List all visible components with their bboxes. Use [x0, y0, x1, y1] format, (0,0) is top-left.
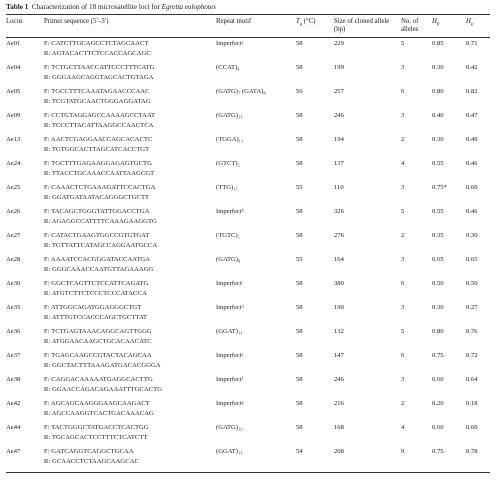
motif-cell: Imperfectᵉ	[216, 352, 244, 359]
header-locus: Locus	[6, 18, 23, 25]
he-cell: 0.27	[466, 304, 478, 311]
he-cell: 0.76	[466, 328, 478, 335]
locus-cell: Ae01	[6, 40, 21, 47]
size-cell: 380	[334, 280, 344, 287]
locus-cell: Ae09	[6, 112, 21, 119]
forward-primer-cell: F: GATCAGGTCAGGCTGCAA	[44, 448, 134, 455]
header-ho: $H_0$	[432, 18, 440, 28]
locus-cell: Ae26	[6, 208, 21, 215]
locus-cell: Ae36	[6, 328, 21, 335]
he-cell: 0.18	[466, 400, 478, 407]
forward-primer-cell: F: CAGGACAAAAATGAGGCACTTG	[44, 376, 153, 383]
ho-cell: 0.30	[432, 136, 444, 143]
he-cell: 0.42	[466, 64, 478, 71]
size-cell: 110	[334, 184, 344, 191]
locus-cell: Ae13	[6, 136, 21, 143]
forward-primer-cell: F: CCTGTAGGAGCCAAAAGCCTAAT	[44, 112, 156, 119]
locus-cell: Ae47	[6, 448, 21, 455]
alleles-cell: 3	[401, 256, 405, 263]
locus-cell: Ae27	[6, 232, 21, 239]
ta-cell: 56	[296, 88, 303, 95]
reverse-primer-cell: R: TCGTATGCAACTGGGAGGATAG	[44, 98, 151, 105]
size-cell: 229	[334, 40, 344, 47]
ho-cell: 0.35	[432, 232, 444, 239]
reverse-primer-cell: R: GCAACCTCTAAGCAAGCAC	[44, 458, 139, 465]
ho-cell: 0.65	[432, 256, 444, 263]
caption-species: Egretta eulophotes	[161, 3, 216, 11]
header-ta: $T_a$ (°C)	[296, 18, 316, 28]
motif-cell: (GATG)₈	[216, 256, 241, 263]
ho-cell: 0.20	[432, 400, 444, 407]
size-cell: 168	[334, 424, 344, 431]
motif-cell: Imperfectᵈ	[216, 304, 244, 311]
ta-cell: 58	[296, 400, 303, 407]
he-cell: 0.72	[466, 352, 478, 359]
motif-cell: (GATG)₁₃	[216, 112, 243, 119]
ho-cell: 0.50	[432, 280, 444, 287]
he-cell: 0.49	[466, 136, 478, 143]
ho-cell: 0.75	[432, 352, 444, 359]
ta-cell: 54	[296, 448, 303, 455]
size-cell: 164	[334, 256, 344, 263]
size-cell: 246	[334, 112, 344, 119]
size-cell: 246	[334, 376, 344, 383]
alleles-cell: 3	[401, 112, 405, 119]
he-cell: 0.47	[466, 112, 478, 119]
forward-primer-cell: F: TGAGCAAGCCGTACTACAGCAA	[44, 352, 152, 359]
alleles-cell: 6	[401, 280, 405, 287]
ho-cell: 0.60	[432, 376, 444, 383]
reverse-primer-cell: R: TGCAGCACTCCTTTCTCATCTT	[44, 434, 148, 441]
he-cell: 0.30	[466, 232, 478, 239]
size-cell: 137	[334, 160, 344, 167]
forward-primer-cell: F: CATACTGAAGTGGCCGTGTGAT	[44, 232, 150, 239]
reverse-primer-cell: R: TTACCTGCAAACCAATTAAGCGT	[44, 170, 155, 177]
size-cell: 132	[334, 328, 344, 335]
forward-primer-cell: F: TCTGCTTAACCATTCCCTTTCATG	[44, 64, 155, 71]
ho-cell: 0.40	[432, 112, 444, 119]
size-cell: 199	[334, 64, 344, 71]
ta-cell: 58	[296, 160, 303, 167]
alleles-cell: 2	[401, 400, 405, 407]
ho-cell: 0.85	[432, 40, 444, 47]
ta-cell: 58	[296, 112, 303, 119]
he-cell: 0.60	[466, 184, 478, 191]
motif-cell: Imperfectᵃ	[216, 40, 244, 47]
locus-cell: Ae28	[6, 256, 21, 263]
locus-cell: Ae04	[6, 64, 21, 71]
header-motif: Repeat motif	[216, 18, 252, 25]
alleles-cell: 3	[401, 64, 405, 71]
locus-cell: Ae35	[6, 304, 21, 311]
forward-primer-cell: F: AACTCGAGGAACCAGCACACTC	[44, 136, 153, 143]
ho-cell: 0.30	[432, 304, 444, 311]
reverse-primer-cell: R: ATTTGTCCACCCAGCTGCTTAT	[44, 314, 148, 321]
reverse-primer-cell: R: AGTACACTTCTCCACCAGCAGC	[44, 50, 151, 57]
table-caption	[6, 3, 216, 11]
ho-cell: 0.80	[432, 88, 444, 95]
size-cell: 190	[334, 304, 344, 311]
locus-cell: Ae24	[6, 160, 21, 167]
caption-text: Characterization of 18 microsatellite loci for	[31, 3, 160, 11]
motif-cell: Imperfectᶜ	[216, 280, 244, 287]
reverse-primer-cell: R: GGAACCAGACAGAAATTTGCACTG	[44, 386, 163, 393]
forward-primer-cell: F: TACTGGGCTATGACCTCACTGG	[44, 424, 149, 431]
ho-cell: 0.80	[432, 328, 444, 335]
ta-cell: 55	[296, 256, 303, 263]
reverse-primer-cell: R: GGGCAAACCAATGTTAGAAAGG	[44, 266, 154, 273]
forward-primer-cell: F: ATTGGCAGATGGAGGGCTGT	[44, 304, 142, 311]
bottom-rule	[6, 472, 490, 473]
size-cell: 326	[334, 208, 344, 215]
motif-cell: (GGAT)₁₁	[216, 328, 243, 335]
alleles-cell: 5	[401, 40, 405, 47]
ho-cell: 0.30	[432, 64, 444, 71]
reverse-primer-cell: R: TGTGGCACTTAGCATCACCTGT	[44, 146, 150, 153]
alleles-cell: 9	[401, 448, 405, 455]
forward-primer-cell: F: GGCTCAGTTCTCCATTCAGATG	[44, 280, 149, 287]
motif-cell: (GGAT)₁₃	[216, 448, 243, 455]
size-cell: 147	[334, 352, 344, 359]
he-cell: 0.65	[466, 256, 478, 263]
ta-cell: 58	[296, 64, 303, 71]
alleles-cell: 5	[401, 328, 405, 335]
size-cell: 257	[334, 88, 344, 95]
forward-primer-cell: F: TACAGCTGGGTATTGGACCTGA	[44, 208, 150, 215]
size-cell: 194	[334, 136, 344, 143]
size-cell: 208	[334, 448, 344, 455]
ho-cell: 0.75	[432, 448, 444, 455]
ho-cell: 0.60	[432, 424, 444, 431]
header-alleles: No. of alleles	[401, 18, 419, 33]
ta-cell: 55	[296, 184, 303, 191]
header-he: $H_e$	[466, 18, 474, 28]
ho-cell: 0.55	[432, 208, 444, 215]
motif-cell: Imperfectᵇ	[216, 208, 244, 215]
forward-primer-cell: F: TGCTTTGAGAAGGAGAGTGCTG	[44, 160, 152, 167]
forward-primer-cell: F: AAAATCCACGGGATACCAATGA	[44, 256, 151, 263]
he-cell: 0.64	[466, 376, 478, 383]
ta-cell: 58	[296, 328, 303, 335]
alleles-cell: 6	[401, 88, 405, 95]
locus-cell: Ae30	[6, 280, 21, 287]
he-cell: 0.46	[466, 160, 478, 167]
he-cell: 0.82	[466, 88, 478, 95]
alleles-cell: 2	[401, 232, 405, 239]
ta-cell: 58	[296, 304, 303, 311]
forward-primer-cell: F: CATCTTGCAGCCTCTAGCAACT	[44, 40, 149, 47]
motif-cell: Imperfectᶠ	[216, 376, 243, 383]
ta-cell: 58	[296, 424, 303, 431]
reverse-primer-cell: R: TCCCTTACATTAAGGCCAACTCA	[44, 122, 154, 129]
ta-cell: 58	[296, 208, 303, 215]
alleles-cell: 3	[401, 304, 405, 311]
ta-cell: 58	[296, 280, 303, 287]
ta-cell: 58	[296, 40, 303, 47]
he-cell: 0.50	[466, 280, 478, 287]
alleles-cell: 5	[401, 208, 405, 215]
reverse-primer-cell: R: ATGGAACAAGCTGCACAACATC	[44, 338, 152, 345]
top-rule	[6, 14, 490, 15]
ho-cell: 0.75*	[432, 184, 447, 191]
motif-cell: (GATG)₁₂	[216, 424, 243, 431]
ta-cell: 58	[296, 352, 303, 359]
locus-cell: Ae37	[6, 352, 21, 359]
reverse-primer-cell: R: AGAGGCCATTTTCAAAGAAGGTG	[44, 218, 157, 225]
ta-cell: 58	[296, 136, 303, 143]
reverse-primer-cell: R: TGTTATTCATAGCCAGGAATGCCA	[44, 242, 158, 249]
motif-cell: Imperfectᵍ	[216, 400, 244, 407]
locus-cell: Ae38	[6, 376, 21, 383]
table-label: Table 1	[6, 3, 29, 11]
locus-cell: Ae05	[6, 88, 21, 95]
he-cell: 0.46	[466, 208, 478, 215]
alleles-cell: 3	[401, 184, 405, 191]
he-cell: 0.78	[466, 448, 478, 455]
alleles-cell: 4	[401, 160, 405, 167]
reverse-primer-cell: R: AGCCAAGGTCACTGACAAACAG	[44, 410, 154, 417]
forward-primer-cell: F: AGCAGCAAGGGAAGCAAGACT	[44, 400, 150, 407]
reverse-primer-cell: R: GGCTACTTTAAAGATGACACGGGA	[44, 362, 161, 369]
forward-primer-cell: F: TCTGAGTAAACAGGCAGTTGGG	[44, 328, 152, 335]
ta-cell: 58	[296, 376, 303, 383]
ho-cell: 0.55	[432, 160, 444, 167]
alleles-cell: 2	[401, 136, 405, 143]
size-cell: 216	[334, 400, 344, 407]
locus-cell: Ae25	[6, 184, 21, 191]
reverse-primer-cell: R: GGGAAGCAGGTAGCACTGTAGA	[44, 74, 154, 81]
locus-cell: Ae44	[6, 424, 21, 431]
header-rule	[6, 37, 490, 38]
forward-primer-cell: F: CAAACTCTGAAAGATTCCACTGA	[44, 184, 156, 191]
reverse-primer-cell: R: GGATGATAATACAGGGCTGCTT	[44, 194, 150, 201]
reverse-primer-cell: R: ATGTCTTCTCCCTCCCATACCA	[44, 290, 147, 297]
he-cell: 0.71	[466, 40, 478, 47]
alleles-cell: 3	[401, 376, 405, 383]
header-size: Size of cloned allele (bp)	[334, 18, 390, 33]
motif-cell: (CCAT)₈	[216, 64, 240, 71]
size-cell: 276	[334, 232, 344, 239]
ta-cell: 58	[296, 232, 303, 239]
motif-cell: (TGGA)₁₁	[216, 136, 244, 143]
motif-cell: (GATG)₇ (GATA)₈	[216, 88, 266, 95]
motif-cell: (TGTC)₅	[216, 232, 240, 239]
he-cell: 0.60	[466, 424, 478, 431]
alleles-cell: 6	[401, 352, 405, 359]
motif-cell: (TTG)₁₅	[216, 184, 238, 191]
header-primer: Primer sequence (5′–3′)	[44, 18, 109, 25]
alleles-cell: 4	[401, 424, 405, 431]
motif-cell: (GTCT)₅	[216, 160, 240, 167]
forward-primer-cell: F: TGCCTTTCAAATAGAACCCAAC	[44, 88, 150, 95]
locus-cell: Ae42	[6, 400, 21, 407]
